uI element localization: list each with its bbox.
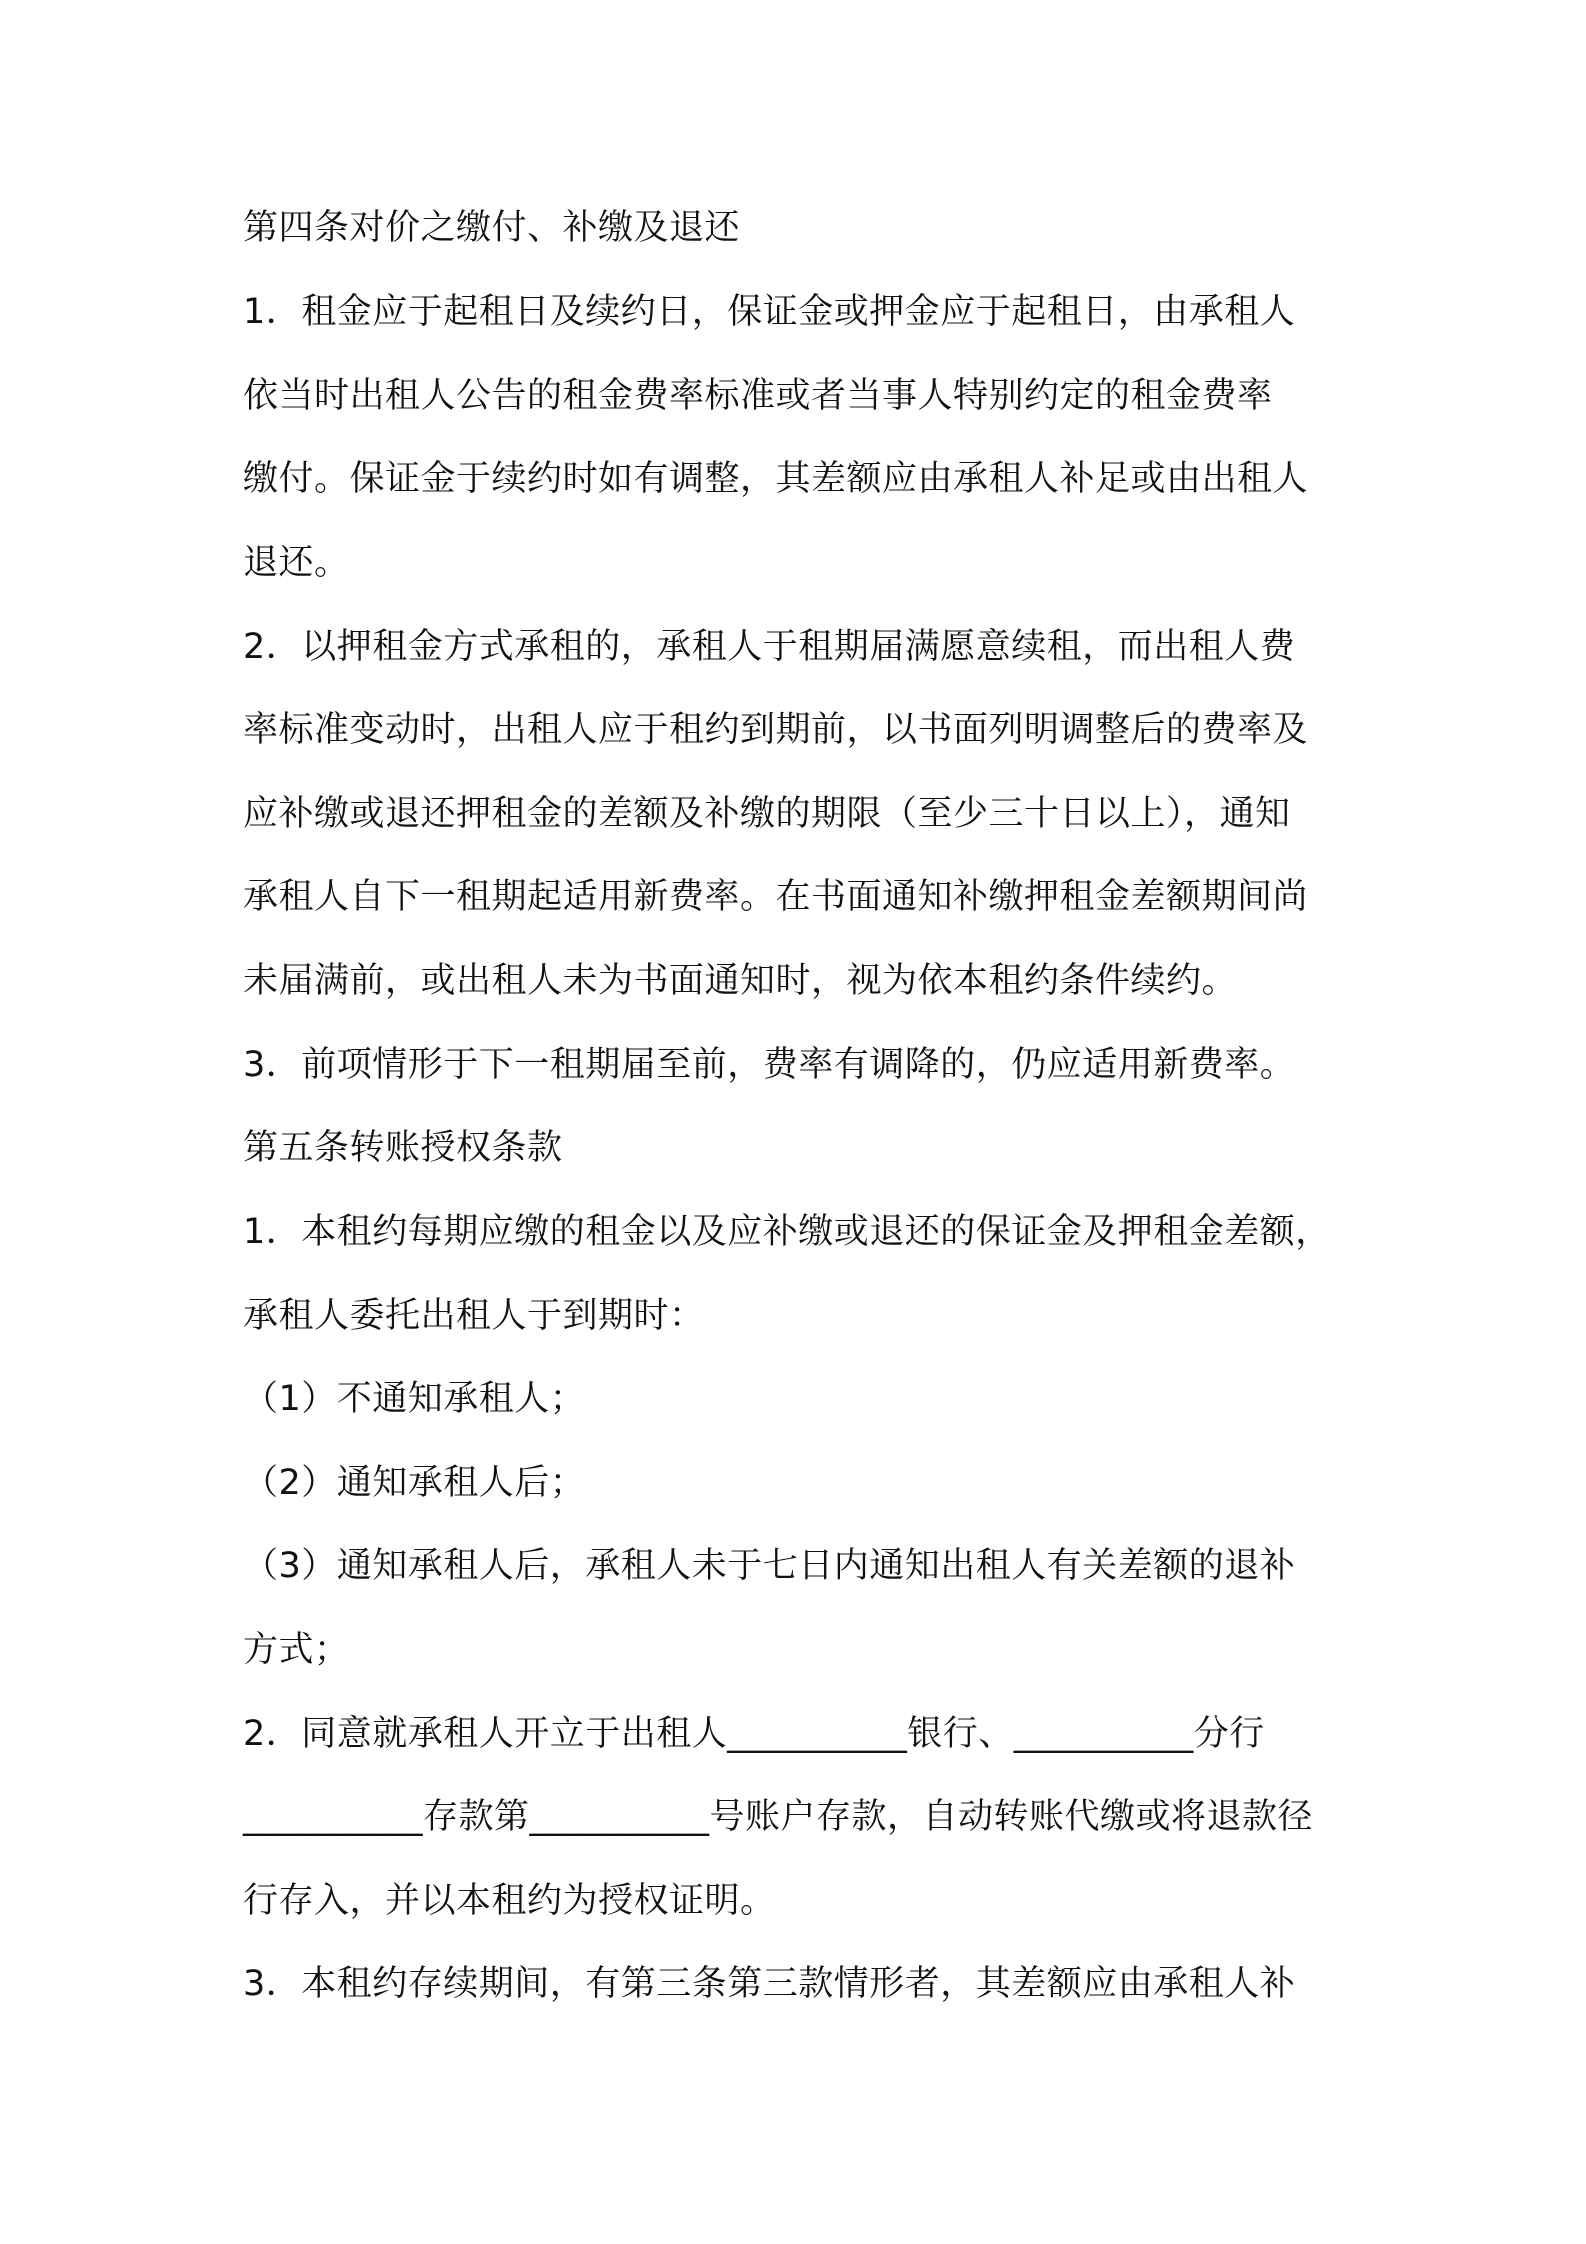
list-item: （2）通知承租人后； bbox=[243, 1463, 586, 1503]
paragraph-line: 退还。 bbox=[243, 543, 350, 583]
paragraph-line: __________存款第__________号账户存款，自动转账代缴或将退款径 bbox=[243, 1797, 1314, 1837]
paragraph-line: 承租人委托出租人于到期时： bbox=[243, 1296, 705, 1336]
paragraph-line: 3．前项情形于下一租期届至前，费率有调降的，仍应适用新费率。 bbox=[243, 1045, 1296, 1085]
paragraph-line: 承租人自下一租期起适用新费率。在书面通知补缴押租金差额期间尚 bbox=[243, 877, 1309, 917]
paragraph-line: 2．以押租金方式承租的，承租人于租期届满愿意续租，而出租人费 bbox=[243, 627, 1296, 667]
section-heading-article-4: 第四条对价之缴付、补缴及退还 bbox=[243, 208, 741, 248]
paragraph-line: 方式； bbox=[243, 1630, 350, 1670]
paragraph-line: 缴付。保证金于续约时如有调整，其差额应由承租人补足或由出租人 bbox=[243, 459, 1309, 499]
list-item: （3）通知承租人后，承租人未于七日内通知出租人有关差额的退补 bbox=[243, 1546, 1296, 1586]
section-heading-article-5: 第五条转账授权条款 bbox=[243, 1128, 563, 1168]
paragraph-line: 应补缴或退还押租金的差额及补缴的期限（至少三十日以上），通知 bbox=[243, 794, 1291, 834]
paragraph-line: 率标准变动时，出租人应于租约到期前，以书面列明调整后的费率及 bbox=[243, 710, 1309, 750]
paragraph-line: 2．同意就承租人开立于出租人__________银行、__________分行 bbox=[243, 1714, 1265, 1754]
list-item: （1）不通知承租人； bbox=[243, 1379, 586, 1419]
paragraph-line: 1．租金应于起租日及续约日，保证金或押金应于起租日，由承租人 bbox=[243, 292, 1296, 332]
paragraph-line: 未届满前，或出租人未为书面通知时，视为依本租约条件续约。 bbox=[243, 961, 1238, 1001]
paragraph-line: 行存入，并以本租约为授权证明。 bbox=[243, 1881, 776, 1921]
paragraph-line: 3．本租约存续期间，有第三条第三款情形者，其差额应由承租人补 bbox=[243, 1964, 1296, 2004]
paragraph-line: 1．本租约每期应缴的租金以及应补缴或退还的保证金及押租金差额， bbox=[243, 1212, 1331, 1252]
paragraph-line: 依当时出租人公告的租金费率标准或者当事人特别约定的租金费率 bbox=[243, 376, 1273, 416]
